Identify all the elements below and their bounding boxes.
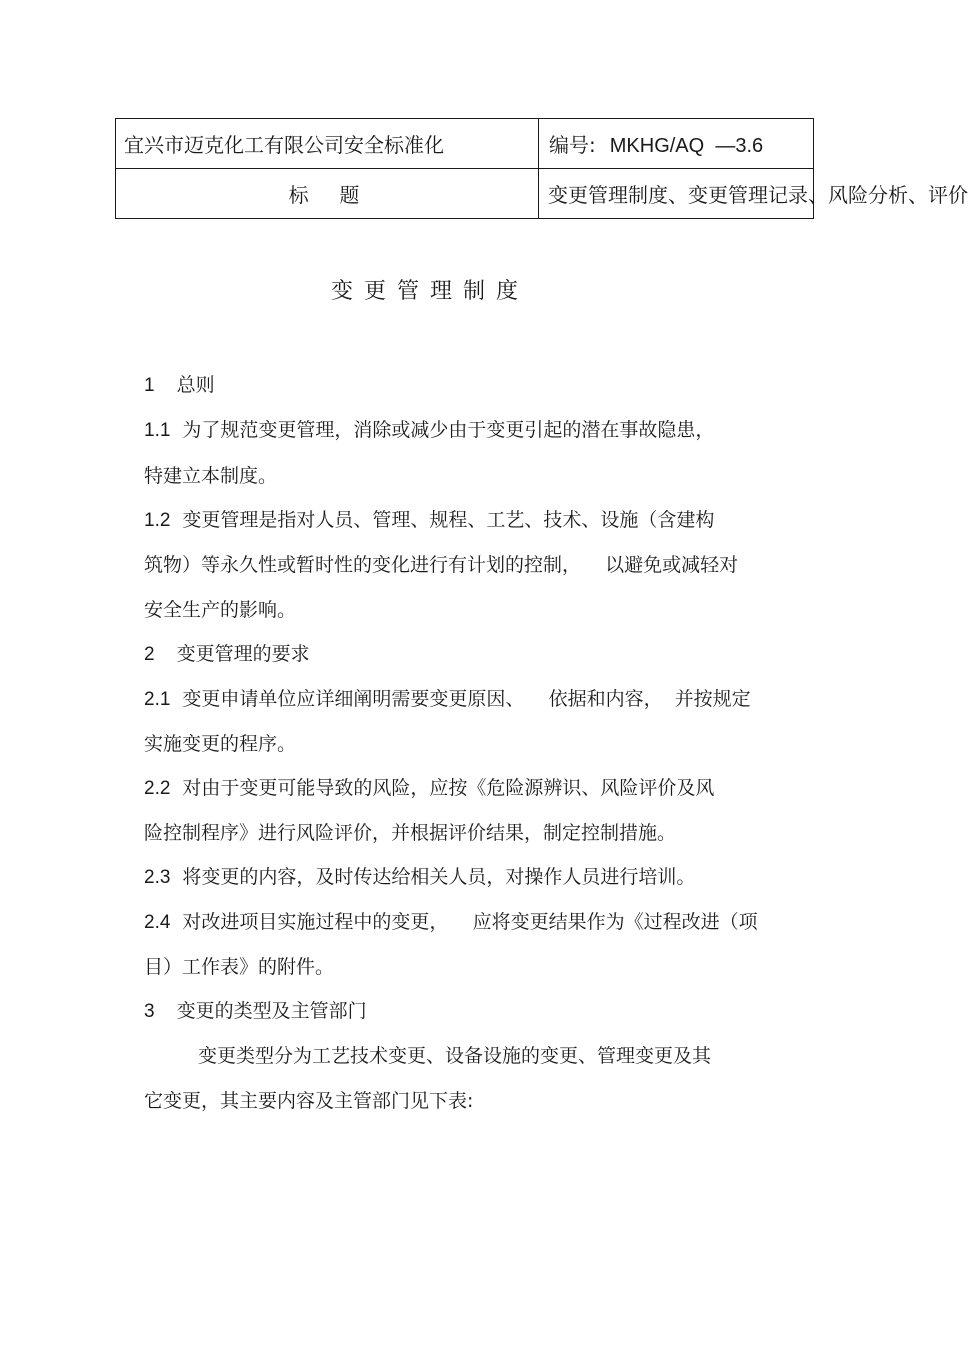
body-line — [144, 415, 714, 442]
line-text: 变更管理的要求 — [176, 643, 310, 665]
document-header-table — [115, 118, 968, 219]
line-text: 险控制程序》进行风险评价，并根据评价结果，制定控制措施。 — [144, 822, 677, 844]
line-text: 对由于变更可能导致的风险，应按《危险源辨识、风险评价及风 — [182, 777, 715, 799]
body-line — [144, 818, 676, 845]
body-line — [144, 505, 714, 532]
line-text: 目）工作表》的附件。 — [144, 956, 335, 978]
line-text: 对改进项目实施过程中的变更， 应将变更结果作为《过程改进（项 — [182, 911, 758, 933]
header-row-title — [116, 169, 814, 219]
line-text: 变更类型分为工艺技术变更、设备设施的变更、管理变更及其 — [198, 1045, 712, 1067]
line-text: 将变更的内容，及时传达给相关人员，对操作人员进行培训。 — [182, 866, 696, 888]
line-number: 1 — [144, 375, 155, 396]
body-line — [144, 862, 695, 889]
line-text: 它变更，其主要内容及主管部门见下表: — [144, 1090, 474, 1112]
company-name: 宜兴市迈克化工有限公司安全标准化 — [116, 119, 539, 169]
body-line — [144, 952, 334, 979]
line-text: 变更的类型及主管部门 — [176, 1000, 367, 1022]
code-label: 编号: — [549, 133, 596, 157]
line-number: 2 — [144, 644, 155, 665]
line-text: 为了规范变更管理，消除或减少由于变更引起的潜在事故隐患， — [182, 419, 715, 441]
body-line — [144, 773, 714, 800]
line-text: 总则 — [176, 374, 215, 396]
code-value: MKHG/AQ —3.6 — [609, 135, 764, 157]
line-text: 特建立本制度。 — [144, 465, 278, 487]
line-number: 2.3 — [144, 867, 171, 888]
body-line — [144, 729, 296, 756]
body-line — [144, 550, 738, 577]
document-title: 变更管理制度 — [330, 279, 529, 304]
line-text: 变更管理是指对人员、管理、规程、工艺、技术、设施（含建构 — [182, 509, 715, 531]
line-number: 3 — [144, 1001, 155, 1022]
line-number: 2.2 — [144, 778, 171, 799]
line-number: 1.2 — [144, 510, 171, 531]
body-line — [198, 1041, 711, 1068]
line-text: 安全生产的影响。 — [144, 599, 297, 621]
line-text: 变更申请单位应详细阐明需要变更原因、 依据和内容， 并按规定 — [182, 688, 751, 710]
body-line — [144, 907, 758, 934]
body-line — [144, 684, 751, 711]
header-row-company — [116, 119, 814, 169]
title-label: 标 题 — [116, 169, 539, 219]
line-number: 1.1 — [144, 420, 171, 441]
body-line — [144, 1086, 473, 1113]
body-line — [144, 595, 296, 622]
body-line — [144, 996, 367, 1023]
body-line — [144, 461, 277, 488]
line-text: 实施变更的程序。 — [144, 733, 297, 755]
document-code-cell — [539, 119, 814, 169]
body-line — [144, 370, 215, 397]
title-value: 变更管理制度、变更管理记录、风险分析、评价 — [539, 169, 814, 219]
line-number: 2.1 — [144, 689, 171, 710]
body-line — [144, 639, 310, 666]
line-number: 2.4 — [144, 912, 171, 933]
line-text: 筑物）等永久性或暂时性的变化进行有计划的控制， 以避免或减轻对 — [144, 554, 739, 576]
